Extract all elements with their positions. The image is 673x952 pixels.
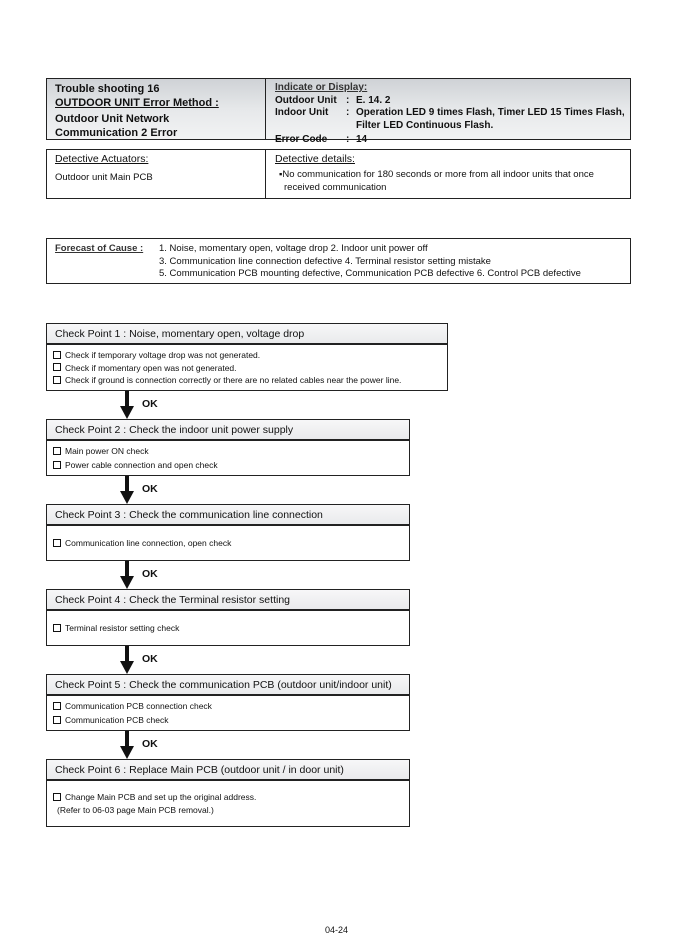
detective-actuators-value: Outdoor unit Main PCB	[55, 172, 153, 183]
ok-label: OK	[142, 653, 158, 665]
checklist-item	[53, 374, 447, 387]
checkbox-icon	[53, 461, 61, 469]
checkbox-icon	[53, 351, 61, 359]
outdoor-unit-value: E. 14. 2	[356, 94, 391, 106]
checklist-item-text: Check if temporary voltage drop was not generated.	[65, 350, 261, 360]
checklist-item-text: Communication PCB check	[65, 715, 169, 725]
checkbox-icon	[53, 376, 61, 384]
ok-label: OK	[142, 398, 158, 410]
down-arrow-icon	[120, 391, 134, 419]
ok-label: OK	[142, 738, 158, 750]
checklist-item-text: Check if ground is connection correctly or there are no related cables near the power line.	[65, 375, 402, 385]
check-point-5-title: Check Point 5 : Check the communication PCB (outdoor unit/indoor unit)	[46, 674, 410, 695]
indicate-cell	[266, 79, 630, 145]
detective-details-label: Detective details:	[275, 153, 355, 165]
indoor-unit-label: Indoor Unit	[275, 107, 329, 118]
checklist-item	[53, 699, 409, 713]
checklist-item-text: Terminal resistor setting check	[65, 623, 180, 633]
detective-details-line1: ▪No communication for 180 seconds or more from all indoor units that once	[279, 169, 594, 180]
checkbox-icon	[53, 363, 61, 371]
forecast-line: 5. Communication PCB mounting defective, Communication PCB defective 6. Control PCB defective	[159, 268, 581, 279]
error-code-label: Error Code	[275, 134, 328, 145]
forecast-line: 1. Noise, momentary open, voltage drop 2. Indoor unit power off	[159, 243, 428, 254]
ok-label: OK	[142, 568, 158, 580]
down-arrow-icon	[120, 561, 134, 589]
checkbox-icon	[53, 624, 61, 632]
check-point-1-title: Check Point 1 : Noise, momentary open, voltage drop	[46, 323, 448, 344]
down-arrow-icon	[120, 646, 134, 674]
checklist-item	[53, 458, 409, 472]
checklist-item-text: Change Main PCB and set up the original address.	[65, 792, 257, 802]
forecast-list	[159, 243, 581, 283]
detective-actuators-cell	[47, 150, 266, 198]
checkbox-icon	[53, 702, 61, 710]
check-point-1-body	[46, 344, 448, 391]
check-point-6-note: (Refer to 06-03 page Main PCB removal.)	[57, 804, 214, 815]
detective-details-line2: received communication	[284, 181, 387, 193]
trouble-title: Trouble shooting 16	[55, 83, 160, 95]
detective-table	[46, 149, 631, 199]
check-point-3-body	[46, 525, 410, 561]
trouble-header	[46, 78, 631, 145]
checklist-item	[53, 713, 409, 727]
error-name-line1: Outdoor Unit Network	[55, 113, 170, 125]
check-point-3-title: Check Point 3 : Check the communication line connection	[46, 504, 410, 525]
checklist-item-text: Power cable connection and open check	[65, 460, 218, 470]
ok-label: OK	[142, 483, 158, 495]
checklist-item-text: Main power ON check	[65, 446, 149, 456]
checkbox-icon	[53, 539, 61, 547]
check-point-4-title: Check Point 4 : Check the Terminal resistor setting	[46, 589, 410, 610]
forecast-of-cause	[46, 238, 631, 284]
forecast-line: 3. Communication line connection defective 4. Terminal resistor setting mistake	[159, 255, 491, 267]
down-arrow-icon	[120, 731, 134, 759]
checklist-item-text: Communication PCB connection check	[65, 701, 212, 711]
checklist-item-text: Check if momentary open was not generated.	[65, 362, 237, 373]
checklist-item	[53, 349, 447, 362]
outdoor-unit-label: Outdoor Unit	[275, 94, 337, 106]
check-point-6-title: Check Point 6 : Replace Main PCB (outdoor unit / in door unit)	[46, 759, 410, 780]
trouble-title-cell	[47, 79, 266, 139]
indoor-unit-value	[356, 107, 625, 132]
indicate-label: Indicate or Display:	[275, 82, 368, 93]
checkbox-icon	[53, 716, 61, 724]
page-number: 04-24	[324, 925, 349, 935]
checkbox-icon	[53, 793, 61, 801]
detective-details-cell	[266, 150, 630, 198]
checklist-item	[53, 362, 447, 375]
colon: :	[346, 94, 350, 106]
indoor-unit-value-line1: Operation LED 9 times Flash, Timer LED 15 Times Flash,	[356, 107, 625, 118]
check-point-2-body	[46, 440, 410, 476]
forecast-label: Forecast of Cause :	[55, 243, 144, 254]
error-method: OUTDOOR UNIT Error Method :	[55, 96, 219, 109]
indoor-unit-value-line2: Filter LED Continuous Flash.	[356, 119, 494, 131]
checklist-item	[53, 444, 409, 458]
check-point-6-body	[46, 780, 410, 827]
check-point-5-body	[46, 695, 410, 731]
down-arrow-icon	[120, 476, 134, 504]
colon: :	[346, 107, 350, 118]
error-name-line2: Communication 2 Error	[55, 126, 178, 139]
checkbox-icon	[53, 447, 61, 455]
detective-actuators-label: Detective Actuators:	[55, 153, 149, 165]
checklist-item	[53, 537, 409, 550]
check-point-2-title: Check Point 2 : Check the indoor unit power supply	[46, 419, 410, 440]
checklist-item	[53, 622, 409, 635]
checklist-item-text: Communication line connection, open check	[65, 538, 232, 548]
colon: :	[346, 134, 350, 145]
checklist-item	[53, 791, 409, 804]
check-point-4-body	[46, 610, 410, 646]
error-code-value: 14	[356, 134, 368, 145]
